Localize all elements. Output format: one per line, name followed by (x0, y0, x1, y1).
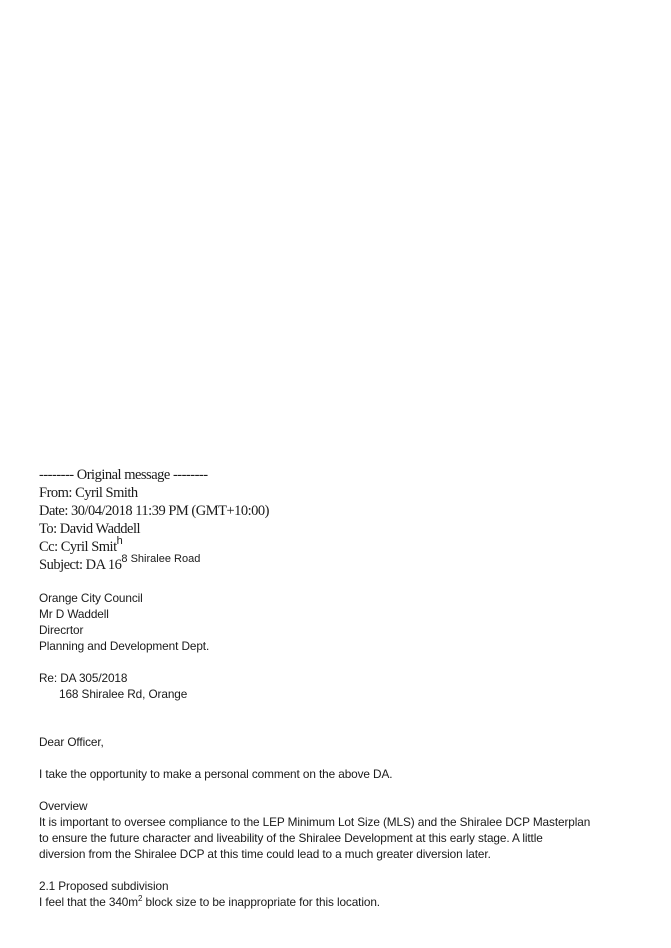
section-text-before: I feel that the 340m (39, 895, 138, 909)
section-paragraph (39, 894, 639, 910)
email-cc-text: Cc: Cyril Smit (39, 539, 117, 555)
email-to: To: David Waddell (39, 521, 141, 537)
salutation: Dear Officer, (39, 735, 104, 749)
overview-line-2: to ensure the future character and liveability of the Shiralee Development at this early stage. A little (39, 831, 543, 845)
email-subject-overlap: 8 Shiralee Road (121, 553, 201, 565)
email-header (39, 466, 639, 574)
overview-line-3: diversion from the Shiralee DCP at this time could lead to a much greater diversion later. (39, 847, 491, 861)
re-line: Re: DA 305/2018 (39, 671, 128, 685)
overview-line-1: It is important to oversee compliance to the LEP Minimum Lot Size (MLS) and the Shiralee DCP Masterplan (39, 815, 591, 829)
overview-heading: Overview (39, 799, 88, 813)
letter-body (39, 590, 639, 910)
email-from: From: Cyril Smith (39, 485, 138, 501)
email-subject-text: Subject: DA 16 (39, 557, 122, 573)
section-text-superscript: 2 (138, 894, 143, 904)
section-text-after: block size to be inappropriate for this location. (142, 895, 380, 909)
address-org: Orange City Council (39, 591, 143, 605)
address-title: Direcrtor (39, 623, 84, 637)
email-cc-overlap: h (116, 535, 123, 547)
section-heading: 2.1 Proposed subdivision (39, 879, 169, 893)
original-message-separator: -------- Original message -------- (39, 467, 208, 483)
re-address: 168 Shiralee Rd, Orange (59, 687, 188, 701)
address-dept: Planning and Development Dept. (39, 639, 210, 653)
email-date: Date: 30/04/2018 11:39 PM (GMT+10:00) (39, 503, 269, 519)
address-name: Mr D Waddell (39, 607, 109, 621)
email-subject (39, 553, 639, 574)
intro-paragraph: I take the opportunity to make a personal comment on the above DA. (39, 767, 393, 781)
